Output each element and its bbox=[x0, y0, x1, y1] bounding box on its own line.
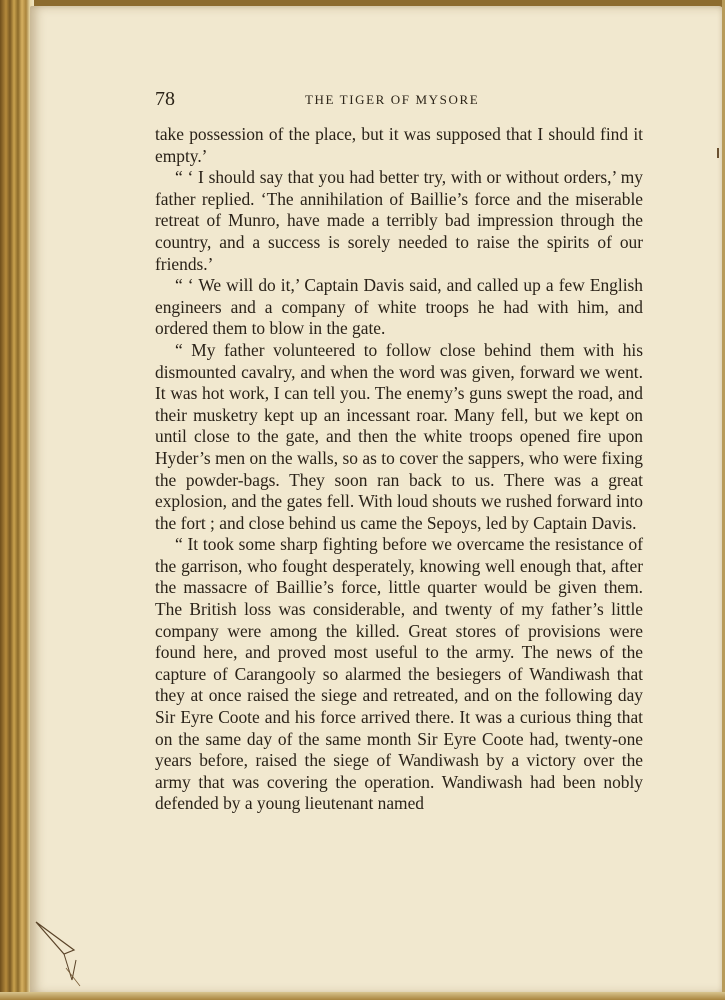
body-text bbox=[155, 124, 643, 815]
book-spine bbox=[0, 0, 34, 1000]
page-edge-bottom bbox=[0, 992, 725, 1000]
paragraph-1: take possession of the place, but it was supposed that I should find it empty.’ bbox=[155, 124, 643, 166]
paragraph-2: “ ‘ I should say that you had better try, with or without orders,’ my father replied. ‘The annihilation of Baillie’s force and the miserable retreat of Munro, have made a terribly bad impression through the country, and a success is sorely needed to raise the spirits of our friends.’ bbox=[155, 167, 643, 274]
paragraph-4: “ My father volunteered to follow close behind them with his dismounted cavalry, and when the word was given, forward we went. It was hot work, I can tell you. The enemy’s guns swept the road, and their musketry kept up an incessant roar. Many fell, but we kept on until close to the gate, and then the white troops opened fire upon Hyder’s men on the walls, so as to cover the sappers, who were fixing the powder-bags. They soon ran back to us. There was a great explosion, and the gates fell. With loud shouts we rushed forward into the fort ; and close behind us came the Sepoys, led by Captain Davis. bbox=[155, 339, 643, 533]
paragraph-5: “ It took some sharp fighting before we overcame the resistance of the garrison, who fought desperately, knowing well enough that, after the massacre of Baillie’s force, little quarter would be given them. The British loss was considerable, and twenty of my father’s little company were among the killed. Great stores of provisions were found here, and proved most useful to the army. The news of the capture of Carangooly so alarmed the besiegers of Wandiwash that they at once raised the siege and retreated, and on the following day Sir Eyre Coote and his force arrived there. It was a curious thing that on the same day of the same month Sir Eyre Coote had, twenty-one years before, raised the siege of Wandiwash by a victory over the army that was covering the operation. Wandiwash had been nobly defended by a young lieutenant named bbox=[155, 534, 643, 814]
page-number: 78 bbox=[155, 88, 175, 110]
paragraph-3: “ ‘ We will do it,’ Captain Davis said, and called up a few English engineers and a company of white troops he had with him, and ordered them to blow in the gate. bbox=[155, 275, 643, 339]
running-header bbox=[155, 88, 645, 112]
running-title: THE TIGER OF MYSORE bbox=[305, 92, 480, 107]
page-corner-fold-icon bbox=[34, 920, 94, 990]
margin-mark bbox=[717, 148, 719, 158]
